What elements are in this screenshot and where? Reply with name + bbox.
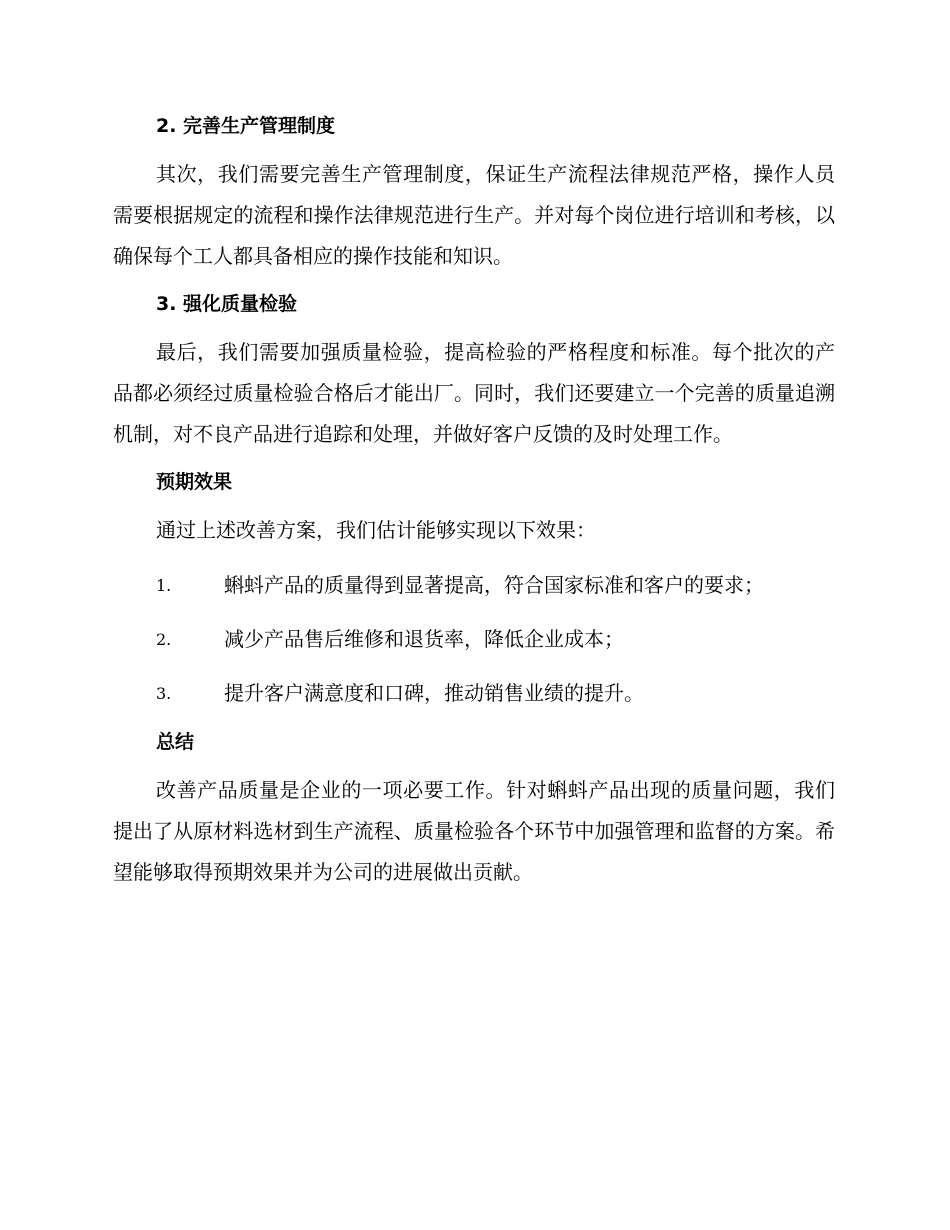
list-item-number: 1. xyxy=(156,576,172,595)
section-heading-summary: 总结 xyxy=(156,731,195,753)
list-item xyxy=(113,673,835,714)
list-item-number: 2. xyxy=(156,630,172,649)
document-body xyxy=(113,111,835,905)
section-heading-quality-inspection: 3. 强化质量检验 xyxy=(156,293,298,315)
section-heading-production-management: 2. 完善生产管理制度 xyxy=(156,115,336,137)
paragraph-production-management: 其次，我们需要完善生产管理制度，保证生产流程法律规范严格，操作人员需要根据规定的流程和操作法律规范进行生产。并对每个岗位进行培训和考核，以确保每个工人都具备相应的操作技能和知识。 xyxy=(113,162,835,268)
section-heading-expected-effects: 预期效果 xyxy=(156,471,233,493)
list-item-text: 提升客户满意度和口碑，推动销售业绩的提升。 xyxy=(224,681,644,705)
list-item-number: 3. xyxy=(156,684,172,703)
list-item-text: 蝌蚪产品的质量得到显著提高，符合国家标准和客户的要求； xyxy=(224,573,764,597)
paragraph-quality-inspection: 最后，我们需要加强质量检验，提高检验的严格程度和标准。每个批次的产品都必须经过质量检验合格后才能出厂。同时，我们还要建立一个完善的质量追溯机制，对不良产品进行追踪和处理，并做好客户反馈的及时处理工作。 xyxy=(113,340,835,446)
list-item-text: 减少产品售后维修和退货率，降低企业成本； xyxy=(224,627,624,651)
paragraph-summary: 改善产品质量是企业的一项必要工作。针对蝌蚪产品出现的质量问题，我们提出了从原材料选材到生产流程、质量检验各个环节中加强管理和监督的方案。希望能够取得预期效果并为公司的进展做出贡献。 xyxy=(113,778,835,884)
list-item xyxy=(113,565,835,606)
list-item xyxy=(113,619,835,660)
paragraph-expected-intro: 通过上述改善方案，我们估计能够实现以下效果： xyxy=(156,518,596,542)
